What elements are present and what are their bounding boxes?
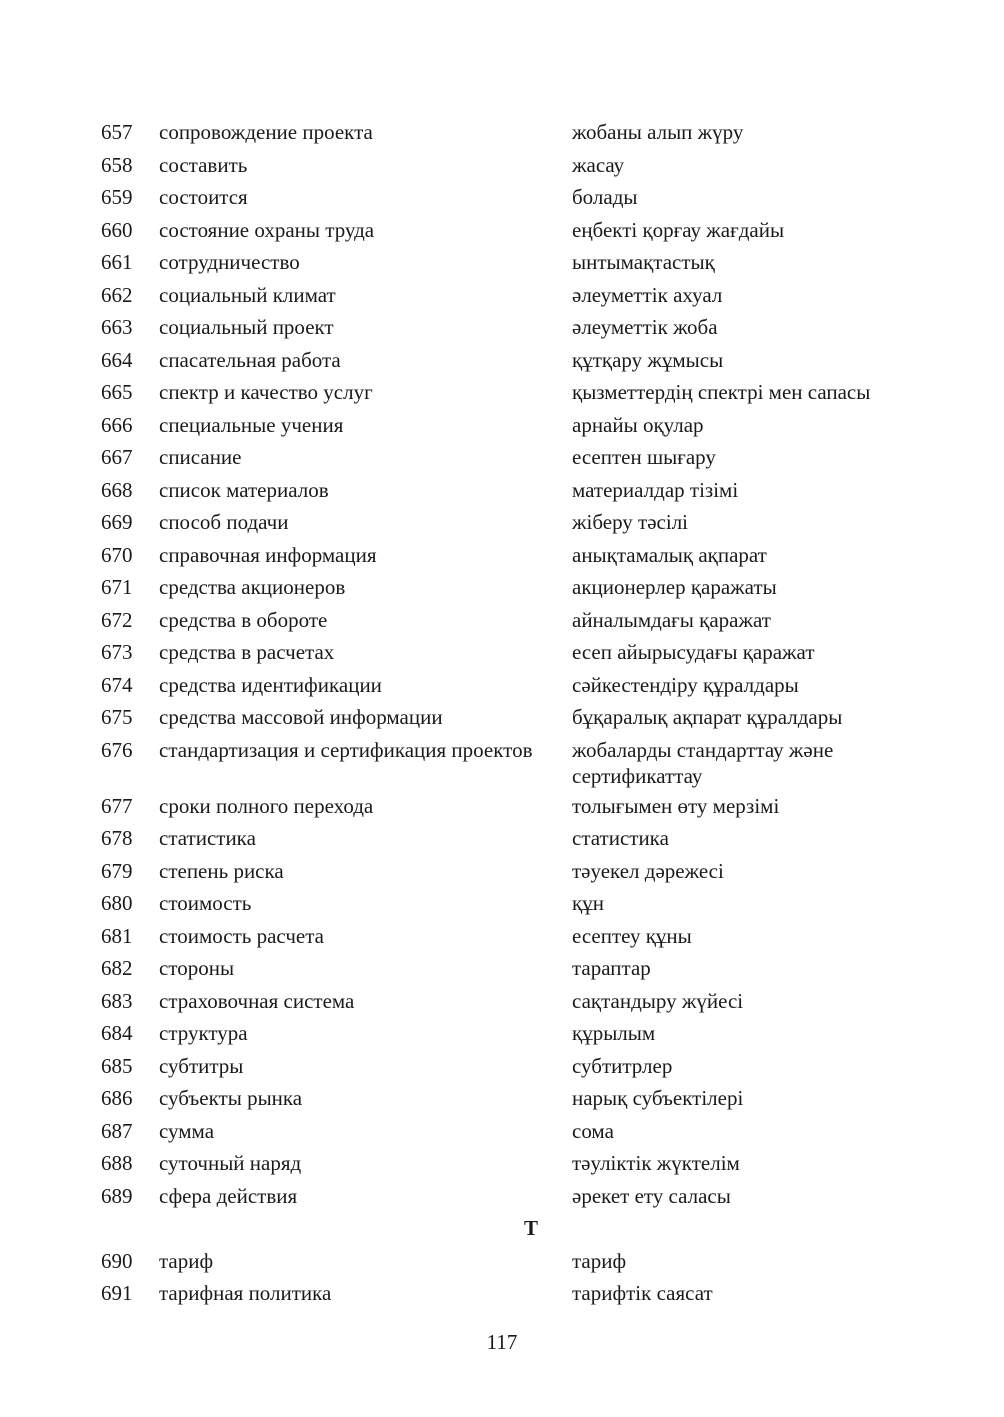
glossary-row — [101, 279, 921, 312]
russian-term: стандартизация и сертификация проектов — [159, 737, 533, 762]
glossary-row — [101, 246, 921, 279]
russian-term: справочная информация — [159, 542, 377, 567]
kazakh-term: ынтымақтастық — [572, 250, 715, 274]
kazakh-term: жобаны алып жүру — [572, 120, 744, 144]
kazakh-term: тараптар — [572, 956, 651, 980]
kazakh-term: жасау — [572, 152, 625, 177]
entry-number: 676 — [101, 737, 133, 762]
entry-number: 662 — [101, 282, 133, 307]
entry-number: 657 — [101, 120, 133, 144]
section-letter-heading: Т — [523, 1216, 538, 1240]
entry-number: 658 — [101, 152, 133, 177]
kazakh-term: сәйкестендіру құралдары — [572, 672, 799, 697]
russian-term: социальный климат — [159, 282, 336, 307]
entry-number: 660 — [101, 217, 133, 242]
russian-term: социальный проект — [159, 315, 334, 339]
russian-term: список материалов — [159, 477, 329, 502]
russian-term: сотрудничество — [159, 250, 300, 274]
glossary-row — [101, 1147, 921, 1180]
entry-number: 670 — [101, 542, 133, 567]
entry-number: 672 — [101, 607, 133, 632]
entry-number: 664 — [101, 347, 133, 372]
kazakh-term: сома — [572, 1118, 614, 1143]
russian-term: субъекты рынка — [159, 1086, 303, 1110]
kazakh-term: есеп айырысудағы қаражат — [572, 640, 815, 664]
entry-number: 690 — [101, 1248, 133, 1273]
glossary-row — [101, 376, 921, 409]
entry-number: 677 — [101, 793, 133, 818]
entry-number: 674 — [101, 672, 133, 697]
glossary-table — [101, 116, 921, 1310]
kazakh-term: материалдар тізімі — [572, 477, 739, 502]
glossary-row — [101, 985, 921, 1018]
entry-number: 680 — [101, 891, 133, 915]
russian-term: специальные учения — [159, 412, 344, 437]
russian-term: стороны — [159, 956, 235, 980]
entry-number: 675 — [101, 705, 133, 729]
russian-term: стоимость расчета — [159, 923, 324, 948]
kazakh-term: қызметтердің спектрі мен сапасы — [572, 380, 871, 404]
glossary-row — [101, 1245, 921, 1278]
entry-number: 687 — [101, 1118, 133, 1143]
entry-number: 671 — [101, 575, 133, 599]
kazakh-term: болады — [572, 185, 638, 209]
entry-number: 683 — [101, 988, 133, 1013]
glossary-row — [101, 822, 921, 855]
entry-number: 661 — [101, 250, 133, 274]
russian-term: средства массовой информации — [159, 705, 443, 729]
russian-term: тарифная политика — [159, 1281, 332, 1305]
entry-number: 684 — [101, 1021, 133, 1045]
glossary-row — [101, 952, 921, 985]
glossary-row — [101, 539, 921, 572]
glossary-row — [101, 1050, 921, 1083]
glossary-row — [101, 181, 921, 214]
russian-term: страховочная система — [159, 988, 355, 1013]
kazakh-term: субтитрлер — [572, 1053, 673, 1078]
glossary-row — [101, 1180, 921, 1213]
russian-term: средства идентификации — [159, 672, 382, 697]
glossary-row — [101, 636, 921, 669]
kazakh-term: есептеу құны — [572, 923, 692, 948]
entry-number: 659 — [101, 185, 133, 209]
glossary-row — [101, 1017, 921, 1050]
kazakh-term: арнайы оқулар — [572, 412, 704, 437]
entry-number: 669 — [101, 510, 133, 534]
glossary-row — [101, 604, 921, 637]
kazakh-term: құтқару жұмысы — [572, 347, 724, 372]
kazakh-term: әрекет ету саласы — [572, 1183, 731, 1208]
page-number: 117 — [486, 1330, 518, 1354]
russian-term: статистика — [159, 826, 256, 850]
russian-term: сумма — [159, 1118, 215, 1143]
russian-term: состоится — [159, 185, 248, 209]
russian-term: стоимость — [159, 891, 252, 915]
kazakh-term: есептен шығару — [572, 445, 716, 469]
entry-number: 665 — [101, 380, 133, 404]
glossary-row — [101, 1115, 921, 1148]
kazakh-term: статистика — [572, 826, 669, 850]
kazakh-term: тәуекел дәрежесі — [572, 858, 724, 883]
glossary-row — [101, 344, 921, 377]
kazakh-term: тарифтік саясат — [572, 1281, 713, 1305]
kazakh-term: бұқаралық ақпарат құралдары — [572, 705, 843, 729]
glossary-row — [101, 214, 921, 247]
glossary-row — [101, 669, 921, 702]
russian-term: степень риска — [159, 858, 284, 883]
glossary-row — [101, 441, 921, 474]
kazakh-term: жіберу тәсілі — [572, 510, 689, 534]
russian-term: сопровождение проекта — [159, 120, 373, 144]
entry-number: 681 — [101, 923, 133, 948]
glossary-row — [101, 790, 921, 823]
entry-number: 666 — [101, 412, 133, 437]
russian-term: состояние охраны труда — [159, 217, 375, 242]
russian-term: списание — [159, 445, 242, 469]
entry-number: 691 — [101, 1281, 133, 1305]
russian-term: сроки полного перехода — [159, 793, 374, 818]
entry-number: 678 — [101, 826, 133, 850]
russian-term: способ подачи — [159, 510, 289, 534]
glossary-row — [101, 311, 921, 344]
entry-number: 663 — [101, 315, 133, 339]
glossary-row — [101, 855, 921, 888]
russian-term: сфера действия — [159, 1183, 298, 1208]
entry-number: 679 — [101, 858, 133, 883]
kazakh-term: құрылым — [572, 1021, 656, 1045]
kazakh-term: акционерлер қаражаты — [572, 575, 777, 599]
glossary-row — [101, 920, 921, 953]
russian-term: средства в обороте — [159, 607, 328, 632]
glossary-section-t — [101, 1245, 921, 1310]
kazakh-term: жобаларды стандарттау және сертификаттау — [572, 737, 834, 788]
entry-number: 668 — [101, 477, 133, 502]
russian-term: тариф — [159, 1248, 214, 1273]
glossary-row — [101, 734, 921, 790]
entry-number: 689 — [101, 1183, 133, 1208]
russian-term: составить — [159, 152, 248, 177]
glossary-row — [101, 409, 921, 442]
russian-term: структура — [159, 1021, 248, 1045]
glossary-row — [101, 701, 921, 734]
kazakh-term: құн — [572, 891, 604, 915]
kazakh-term: анықтамалық ақпарат — [572, 542, 767, 567]
entry-number: 686 — [101, 1086, 133, 1110]
entry-number: 667 — [101, 445, 133, 469]
kazakh-term: айналымдағы қаражат — [572, 607, 771, 632]
kazakh-term: еңбекті қорғау жағдайы — [572, 217, 785, 242]
russian-term: спасательная работа — [159, 347, 341, 372]
kazakh-term: сақтандыру жүйесі — [572, 988, 744, 1013]
glossary-row — [101, 149, 921, 182]
entry-number: 673 — [101, 640, 133, 664]
russian-term: средства в расчетах — [159, 640, 335, 664]
glossary-section-s — [101, 116, 921, 1212]
russian-term: средства акционеров — [159, 575, 346, 599]
glossary-row — [101, 1277, 921, 1310]
glossary-row — [101, 116, 921, 149]
kazakh-term: тариф — [572, 1248, 627, 1273]
kazakh-term: тәуліктік жүктелім — [572, 1151, 740, 1175]
glossary-row — [101, 474, 921, 507]
entry-number: 685 — [101, 1053, 133, 1078]
russian-term: субтитры — [159, 1053, 244, 1078]
glossary-row — [101, 571, 921, 604]
russian-term: спектр и качество услуг — [159, 380, 373, 404]
kazakh-term: толығымен өту мерзімі — [572, 793, 780, 818]
russian-term: суточный наряд — [159, 1151, 302, 1175]
glossary-row — [101, 887, 921, 920]
glossary-row — [101, 506, 921, 539]
kazakh-term: әлеуметтік ахуал — [572, 282, 723, 307]
entry-number: 682 — [101, 956, 133, 980]
kazakh-term: әлеуметтік жоба — [572, 315, 718, 339]
kazakh-term: нарық субъектілері — [572, 1086, 744, 1110]
entry-number: 688 — [101, 1151, 133, 1175]
glossary-row — [101, 1082, 921, 1115]
